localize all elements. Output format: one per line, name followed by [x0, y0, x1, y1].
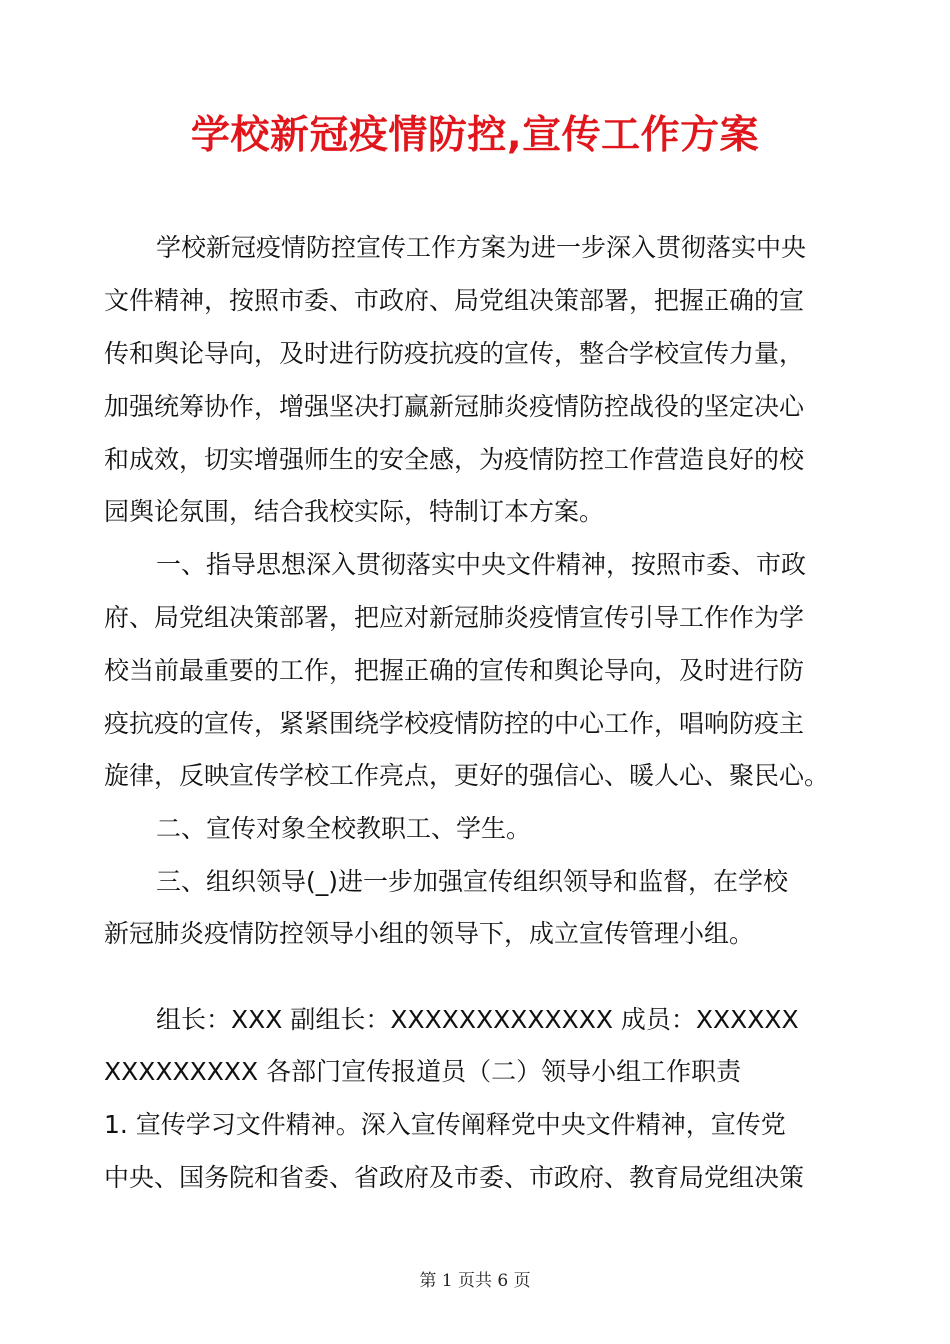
text-line: 一、指导思想深入贯彻落实中央文件精神，按照市委、市政: [156, 550, 807, 579]
text-line: 中央、国务院和省委、省政府及市委、市政府、教育局党组决策: [104, 1163, 805, 1192]
text-line: 三、组织领导(_)进一步加强宣传组织领导和监督，在学校: [156, 867, 789, 896]
text-line: 二、宣传对象全校教职工、学生。: [156, 814, 532, 843]
text-line: XXXXXXXXX 各部门宣传报道员（二）领导小组工作职责: [104, 1057, 742, 1086]
text-line: 疫抗疫的宣传，紧紧围绕学校疫情防控的中心工作，唱响防疫主: [104, 709, 805, 738]
text-line: 文件精神，按照市委、市政府、局党组决策部署，把握正确的宣: [104, 286, 805, 315]
text-line: 和成效，切实增强师生的安全感，为疫情防控工作营造良好的校: [104, 445, 805, 474]
text-line: 新冠肺炎疫情防控领导小组的领导下，成立宣传管理小组。: [104, 919, 755, 948]
document-title: 学校新冠疫情防控,宣传工作方案: [190, 113, 760, 158]
text-line: 园舆论氛围，结合我校实际，特制订本方案。: [104, 497, 605, 526]
text-line: 1. 宣传学习文件精神。深入宣传阐释党中央文件精神，宣传党: [104, 1110, 786, 1139]
text-line: 府、局党组决策部署，把应对新冠肺炎疫情宣传引导工作作为学: [104, 603, 805, 632]
text-line: 传和舆论导向，及时进行防疫抗疫的宣传，整合学校宣传力量，: [104, 339, 805, 368]
text-line: 组长：XXX 副组长：XXXXXXXXXXXXX 成员：XXXXXX: [156, 1005, 799, 1034]
page-number-footer: 第 1 页共 6 页: [419, 1271, 531, 1291]
text-line: 加强统筹协作，增强坚决打赢新冠肺炎疫情防控战役的坚定决心: [104, 392, 805, 421]
text-line: 学校新冠疫情防控宣传工作方案为进一步深入贯彻落实中央: [156, 233, 807, 262]
text-line: 校当前最重要的工作，把握正确的宣传和舆论导向，及时进行防: [104, 656, 805, 685]
text-line: 旋律，反映宣传学校工作亮点，更好的强信心、暖人心、聚民心。: [104, 761, 830, 790]
